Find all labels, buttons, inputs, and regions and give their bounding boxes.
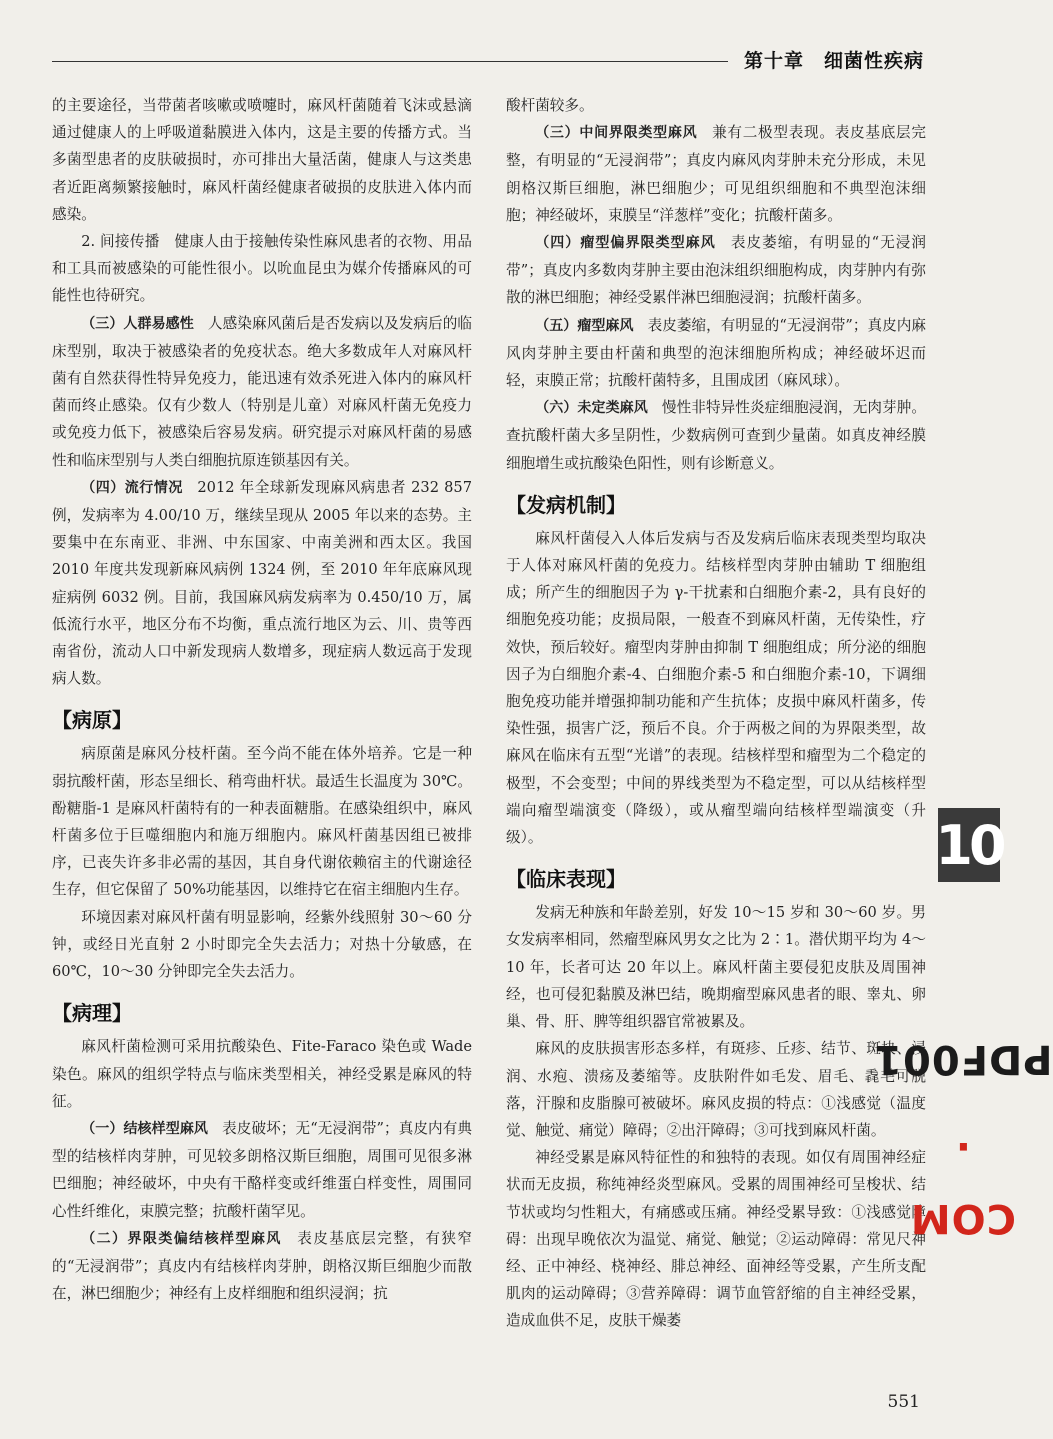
- chapter-thumb-tab: 10: [938, 808, 1000, 882]
- subsection-heading: （六）未定类麻风: [535, 400, 662, 417]
- paragraph-text: 表皮基底层完整，有狭窄的“无浸润带”；真皮内有结核样肉芽肿，朗格汉斯巨细胞少而散在，淋巴细胞少；神经有上皮样细胞和组织浸润；抗: [52, 1229, 472, 1303]
- subsection-heading: （四）流行情况: [81, 479, 198, 496]
- paragraph: [506, 229, 926, 312]
- paragraph: 发病无种族和年龄差别，好发 10～15 岁和 30～60 岁。男女发病率相同，然瘤型麻风男女之比为 2∶1。潜伏期平均为 4～10 年，长者可达 20 年以上。麻风杆菌主要侵犯皮肤及周围神经，也可侵犯黏膜及淋巴结，晚期瘤型麻风患者的眼、睾丸、卵巢、骨、肝、脾等组织器官常被累及。: [506, 904, 926, 1031]
- subsection-lead: 2. 间接传播: [81, 233, 175, 251]
- paragraph-text: 表皮破坏；无“无浸润带”；真皮内有典型的结核样肉芽肿，可见较多朗格汉斯巨细胞，周围可见很多淋巴细胞；神经破坏，中央有干酪样变或纤维蛋白样变性，周围同心性纤维化，束膜完整；抗酸杆菌罕见。: [52, 1119, 472, 1220]
- section-heading-pathogen: 【病原】: [52, 708, 132, 733]
- subsection-heading: （一）结核样型麻风: [81, 1120, 223, 1137]
- paragraph: 麻风杆菌检测可采用抗酸染色、Fite-Faraco 染色或 Wade 染色。麻风的组织学特点与临床类型相关，神经受累是麻风的特征。: [52, 1038, 472, 1110]
- paragraph: [506, 312, 926, 395]
- subsection-heading: （二）界限类偏结核样型麻风: [81, 1230, 298, 1247]
- paragraph-text: 兼有二极型表现。表皮基底层完整，有明显的“无浸润带”；真皮内麻风肉芽肿未充分形成，未见朗格汉斯巨细胞，淋巴细胞少；可见组织细胞和不典型泡沫细胞；神经破坏，束膜呈“洋葱样”变化；抗酸杆菌多。: [506, 124, 926, 224]
- paragraph: 的主要途径，当带菌者咳嗽或喷嚏时，麻风杆菌随着飞沫或悬滴通过健康人的上呼吸道黏膜进入体内，这是主要的传播方式。当多菌型患者的皮肤破损时，亦可排出大量活菌，健康人与这类患者近距离频繁接触时，麻风杆菌经健康者破损的皮肤进入体内而感染。: [52, 97, 472, 223]
- paragraph: [52, 1225, 472, 1308]
- paragraph-text: 表皮萎缩，有明显的“无浸润带”；真皮内多数肉芽肿主要由泡沫组织细胞构成，肉芽肿内有弥散的淋巴细胞；神经受累伴淋巴细胞浸润；抗酸杆菌多。: [506, 234, 927, 307]
- header-rule: [52, 61, 728, 62]
- watermark-tld: COM: [909, 1194, 1017, 1241]
- paragraph: 酸杆菌较多。: [506, 97, 594, 114]
- watermark: [873, 990, 1053, 1250]
- paragraph-text: 表皮萎缩，有明显的“无浸润带”；真皮内麻风肉芽肿主要由杆菌和典型的泡沫细胞所构成；神经破坏迟而轻，束膜正常；抗酸杆菌特多，且围成团（麻风球）。: [506, 316, 926, 390]
- paragraph: [506, 394, 926, 477]
- paragraph: 麻风的皮肤损害形态多样，有斑疹、丘疹、结节、斑块、浸润、水疱、溃疡及萎缩等。皮肤附件如毛发、眉毛、毳毛可脱落，汗腺和皮脂腺可被破坏。麻风皮损的特点：①浅感觉（温度觉、触觉、痛觉）障碍；②出汗障碍；③可找到麻风杆菌。: [506, 1040, 926, 1139]
- section-heading-clinical: 【临床表现】: [506, 867, 626, 892]
- paragraph: [52, 474, 472, 693]
- paragraph: [52, 310, 472, 474]
- paragraph: [52, 1115, 472, 1225]
- subsection-heading: （三）中间界限类型麻风: [535, 125, 713, 142]
- paragraph-text: 健康人由于接触传染性麻风患者的衣物、用品和工具而被感染的可能性很小。以吮血昆虫为媒介传播麻风的可能性也待研究。: [52, 233, 472, 305]
- paragraph-text: 慢性非特异性炎症细胞浸润，无肉芽肿。查抗酸杆菌大多呈阴性，少数病例可查到少量菌。如真皮神经膜细胞增生或抗酸染色阳性，则有诊断意义。: [506, 399, 926, 472]
- paragraph: 神经受累是麻风特征性的和独特的表现。如仅有周围神经症状而无皮损，称纯神经炎型麻风。受累的周围神经可呈梭状、结节状或均匀性粗大，有痛感或压痛。神经受累导致：①浅感觉障碍：出现早晚依次为温觉、痛觉、触觉；②运动障碍：常见尺神经、正中神经、桡神经、腓总神经、面神经等受累，产生所支配肌肉的运动障碍；③营养障碍：调节血管舒缩的自主神经受累，造成血供不足，皮肤干燥萎: [506, 1149, 926, 1330]
- running-header: [0, 44, 1000, 78]
- page-number: 551: [887, 1392, 920, 1412]
- watermark-brand: PDF001: [873, 1035, 1053, 1082]
- paragraph: [52, 228, 472, 310]
- paragraph-text: 2012 年全球新发现麻风病患者 232 857例，发病率为 4.00/10 万，继续呈现从 2005 年以来的态势。主要集中在东南亚、非洲、中东国家、中南美洲和西太区。我国 2010 年度共发现新麻风病例 1324 例，至 2010 年年底麻风现症病例 6032 例。目前，我国麻风病发病率为 0.450/10 万，属低流行水平，地区分布不均衡，重点流行地区为云、川、贵等西南省份，流动人口中新发现病人数增多，现症病人数远高于发现病人数。: [52, 478, 472, 688]
- subsection-heading: （三）人群易感性: [81, 315, 208, 332]
- section-heading-pathology: 【病理】: [52, 1001, 132, 1026]
- section-heading-pathogenesis: 【发病机制】: [506, 492, 626, 517]
- paragraph: 病原菌是麻风分枝杆菌。至今尚不能在体外培养。它是一种弱抗酸杆菌，形态呈细长、稍弯曲杆状。最适生长温度为 30℃。酚糖脂-1 是麻风杆菌特有的一种表面糖脂。在感染组织中，麻风杆菌多位于巨噬细胞内和施万细胞内。麻风杆菌基因组已被排序，已丧失许多非必需的基因，其自身代谢依赖宿主的代谢途径生存，但它保留了 50%功能基因，以维持它在宿主细胞内生存。: [52, 745, 472, 899]
- paragraph-text: 人感染麻风菌后是否发病以及发病后的临床型别，取决于被感染者的免疫状态。绝大多数成年人对麻风杆菌有自然获得性特异免疫力，能迅速有效杀死进入体内的麻风杆菌而终止感染。仅有少数人（特别是儿童）对麻风杆菌无免疫力或免疫力低下，被感染后容易发病。研究提示对麻风杆菌的易感性和临床型别与人类白细胞抗原连锁基因有关。: [52, 314, 472, 469]
- paragraph: 麻风杆菌侵入人体后发病与否及发病后临床表现类型均取决于人体对麻风杆菌的免疫力。结核样型肉芽肿由辅助 T 细胞组成；所产生的细胞因子为 γ-干扰素和白细胞介素-2，具有良好的细胞免疫功能；皮损局限，一般查不到麻风杆菌，无传染性，疗效快，预后较好。瘤型肉芽肿由抑制 T 细胞组成；所分泌的细胞因子为白细胞介素-4、白细胞介素-5 和白细胞介素-10，下调细胞免疫功能并增强抑制功能和产生抗体；皮损中麻风杆菌多，传染性强，损害广泛，预后不良。介于两极之间的为界限类型，故麻风在临床有五型“光谱”的表现。结核样型和瘤型为二个稳定的极型，不会变型；中间的界线类型为不稳定型，可以从结核样型端向瘤型端演变（降级），或从瘤型端向结核样型端演变（升级）。: [506, 529, 926, 847]
- subsection-heading: （四）瘤型偏界限类型麻风: [535, 235, 731, 252]
- watermark-dot: .: [954, 1133, 972, 1180]
- watermark-text: [873, 969, 1053, 1271]
- paragraph: 环境因素对麻风杆菌有明显影响，经紫外线照射 30～60 分钟，或经日光直射 2 小时即完全失去活力；对热十分敏感，在 60℃，10～30 分钟即完全失去活力。: [52, 908, 472, 981]
- chapter-title: 第十章 细菌性疾病: [743, 50, 924, 72]
- paragraph: [506, 119, 926, 229]
- subsection-heading: （五）瘤型麻风: [535, 317, 648, 334]
- left-column: [52, 92, 472, 1307]
- right-column: [506, 92, 926, 1335]
